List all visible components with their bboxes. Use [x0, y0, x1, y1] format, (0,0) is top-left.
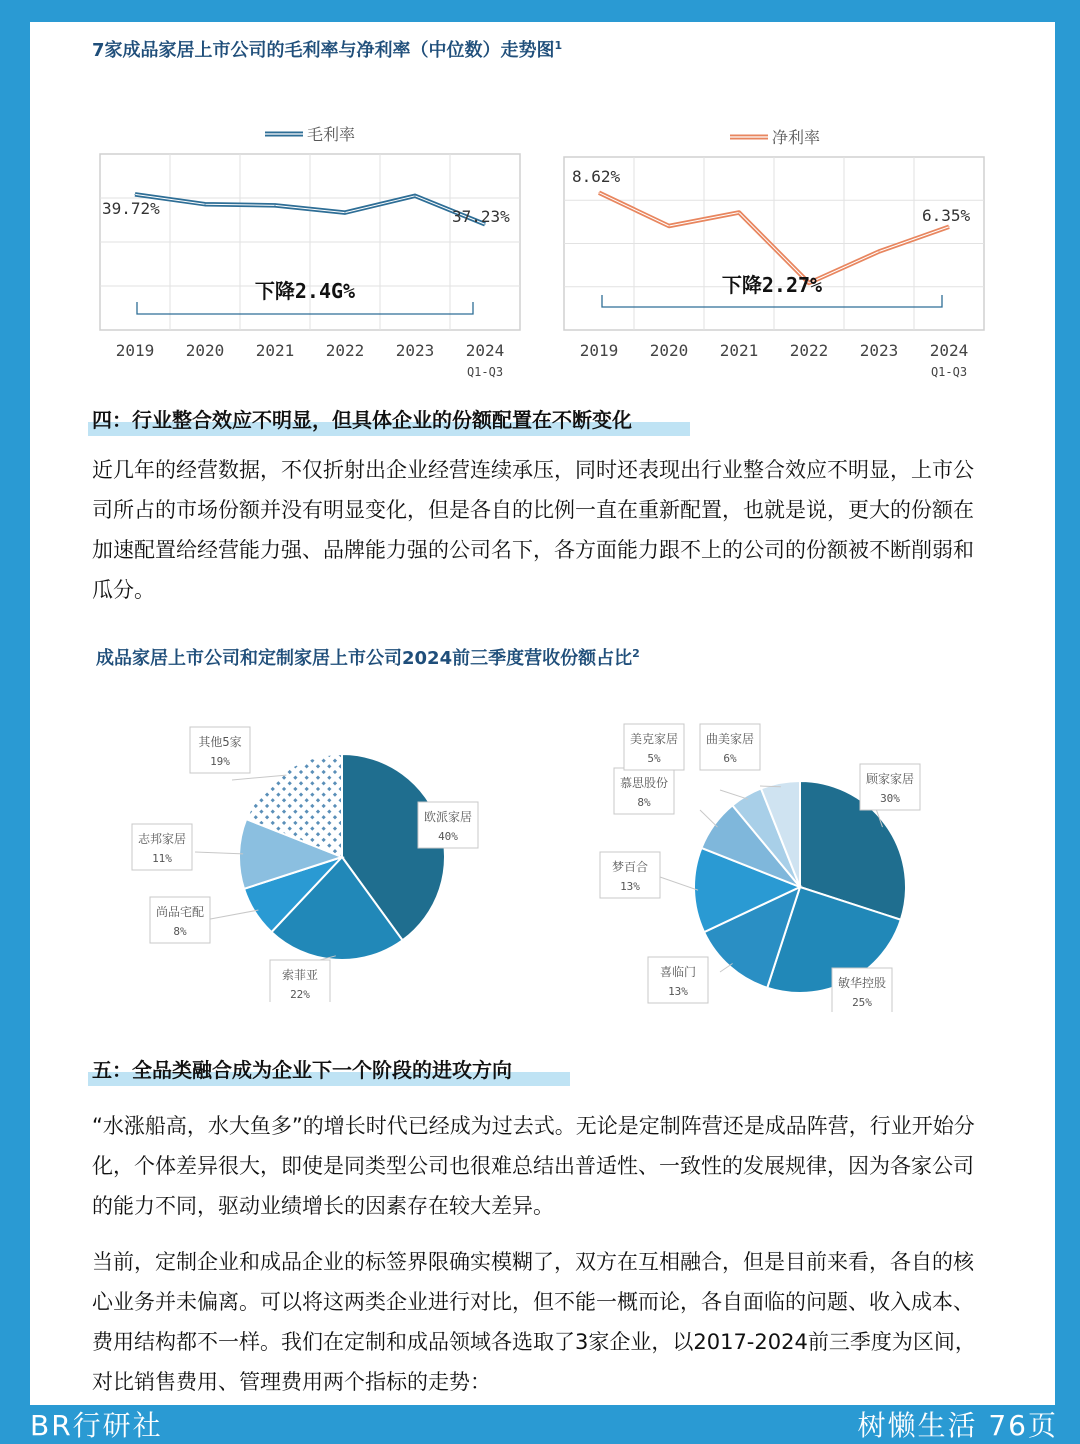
slice-label [418, 802, 478, 848]
section4-paragraph: 近几年的经营数据，不仅折射出企业经营连续承压，同时还表现出行业整合效应不明显，上市公司所占的市场份额并没有明显变化，但是各自的比例一直在重新配置，也就是说，更大的份额在加速配置给经营能力强、品牌能力强的公司名下，各方面能力跟不上的公司的份额被不断削弱和瓜分。 [92, 458, 974, 602]
slice-value: 8% [173, 925, 187, 938]
slice-label [132, 824, 192, 870]
slice-value: 13% [668, 985, 688, 998]
section4-heading: 四：行业整合效应不明显，但具体企业的份额配置在不断变化 [88, 406, 690, 436]
x-tick-sublabel: Q1-Q3 [466, 365, 504, 379]
gross-margin-line-chart [90, 92, 530, 392]
callout-line [660, 877, 698, 890]
slice-name: 曲美家居 [705, 732, 755, 746]
slice-name: 索菲亚 [281, 968, 319, 982]
finished-furniture-pie-chart [120, 702, 500, 1002]
data-point [345, 212, 346, 213]
slice-name: 尚品宅配 [155, 905, 205, 919]
callout-line [720, 790, 748, 799]
data-point [415, 195, 416, 196]
data-label-first: 8.62% [572, 167, 621, 186]
x-tick-label: 2020 [649, 341, 689, 360]
callout-line [700, 810, 717, 827]
data-point [135, 194, 136, 195]
annotation-label: 下降2.4G% [254, 279, 356, 303]
slice-label [150, 897, 210, 943]
slice-label [832, 968, 892, 1012]
slice-name: 其他5家 [198, 735, 242, 749]
slice-value: 8% [637, 796, 651, 809]
legend-label: 毛利率 [307, 125, 356, 144]
slice-name: 喜临门 [659, 965, 697, 979]
net-margin-line-chart [550, 92, 1000, 392]
slice-label [624, 724, 684, 770]
data-point [599, 192, 600, 193]
slice-name: 梦百合 [611, 860, 649, 874]
slice-value: 22% [290, 988, 310, 1001]
x-tick-label: 2024 [465, 341, 505, 360]
section5-heading: 五：全品类融合成为企业下一个阶段的进攻方向 [88, 1056, 570, 1086]
pie-charts-title: 成品家居上市公司和定制家居上市公司2024前三季度营收份额占比$^2$ [96, 647, 640, 669]
legend-label: 净利率 [772, 128, 821, 147]
data-label-first: 39.72% [102, 199, 160, 218]
slice-label [648, 957, 708, 1003]
footer-brand: BR行研社 [30, 1409, 163, 1442]
data-point [739, 212, 740, 213]
legend [265, 125, 355, 144]
data-point [669, 226, 670, 227]
custom-furniture-pie-chart [590, 702, 970, 1012]
x-tick-label: 2023 [859, 341, 899, 360]
x-tick-label: 2022 [325, 341, 365, 360]
slice-label [600, 852, 660, 898]
data-label-last: 6.35% [922, 206, 971, 225]
line-charts-title: 7家成品家居上市公司的毛利率与净利率（中位数）走势图$^1$ [92, 39, 563, 61]
data-point [275, 205, 276, 206]
slice-name: 敏华控股 [837, 976, 887, 990]
section5-paragraph-2: 当前，定制企业和成品企业的标签界限确实模糊了，双方在互相融合，但是目前来看，各自的核心业务并未偏离。可以将这两类企业进行对比，但不能一概而论，各自面临的问题、收入成本、费用结构都不一样。我们在定制和成品领域各选取了3家企业，以2017-2024前三季度为区间，对比销售费用、管理费用两个指标的走势： [92, 1250, 976, 1394]
slice-value: 5% [647, 752, 661, 765]
x-tick-label: 2019 [579, 341, 619, 360]
data-point [949, 226, 950, 227]
callout-line [205, 910, 258, 920]
x-tick-label: 2022 [789, 341, 829, 360]
slice-value: 30% [880, 792, 900, 805]
slice-label [860, 764, 920, 810]
section5-paragraph-1: “水涨船高，水大鱼多”的增长时代已经成为过去式。无论是定制阵营还是成品阵营，行业开始分化，个体差异很大，即使是同类型公司也很难总结出普适性、一致性的发展规律，因为各家公司的能力不同，驱动业绩增长的因素存在较大差异。 [92, 1114, 975, 1218]
legend [730, 128, 820, 147]
slice-name: 慕思股份 [619, 776, 669, 790]
x-tick-label: 2023 [395, 341, 435, 360]
slice-label [270, 960, 330, 1002]
callout-line [195, 852, 243, 854]
x-tick-label: 2021 [719, 341, 759, 360]
slice-value: 19% [210, 755, 230, 768]
slice-value: 6% [723, 752, 737, 765]
slice-label [614, 768, 674, 814]
x-tick-sublabel: Q1-Q3 [930, 365, 968, 379]
slice-value: 40% [438, 830, 458, 843]
page [30, 22, 1055, 1405]
slice-value: 11% [152, 852, 172, 865]
x-tick-label: 2021 [255, 341, 295, 360]
x-tick-label: 2019 [115, 341, 155, 360]
footer-page: 树懒生活 76页 [857, 1409, 1058, 1442]
slice-name: 欧派家居 [423, 810, 473, 824]
slice-name: 志邦家居 [137, 832, 187, 846]
slice-value: 25% [852, 996, 872, 1009]
slice-label [700, 724, 760, 770]
slice-name: 美克家居 [629, 732, 679, 746]
data-point [205, 204, 206, 205]
slice-value: 13% [620, 880, 640, 893]
annotation-label: 下降2.27% [721, 273, 823, 297]
slice-label [190, 727, 250, 773]
data-point [879, 251, 880, 252]
data-label-last: 37.23% [452, 207, 510, 226]
x-tick-label: 2024 [929, 341, 969, 360]
x-tick-label: 2020 [185, 341, 225, 360]
slice-name: 顾家家居 [865, 772, 915, 786]
